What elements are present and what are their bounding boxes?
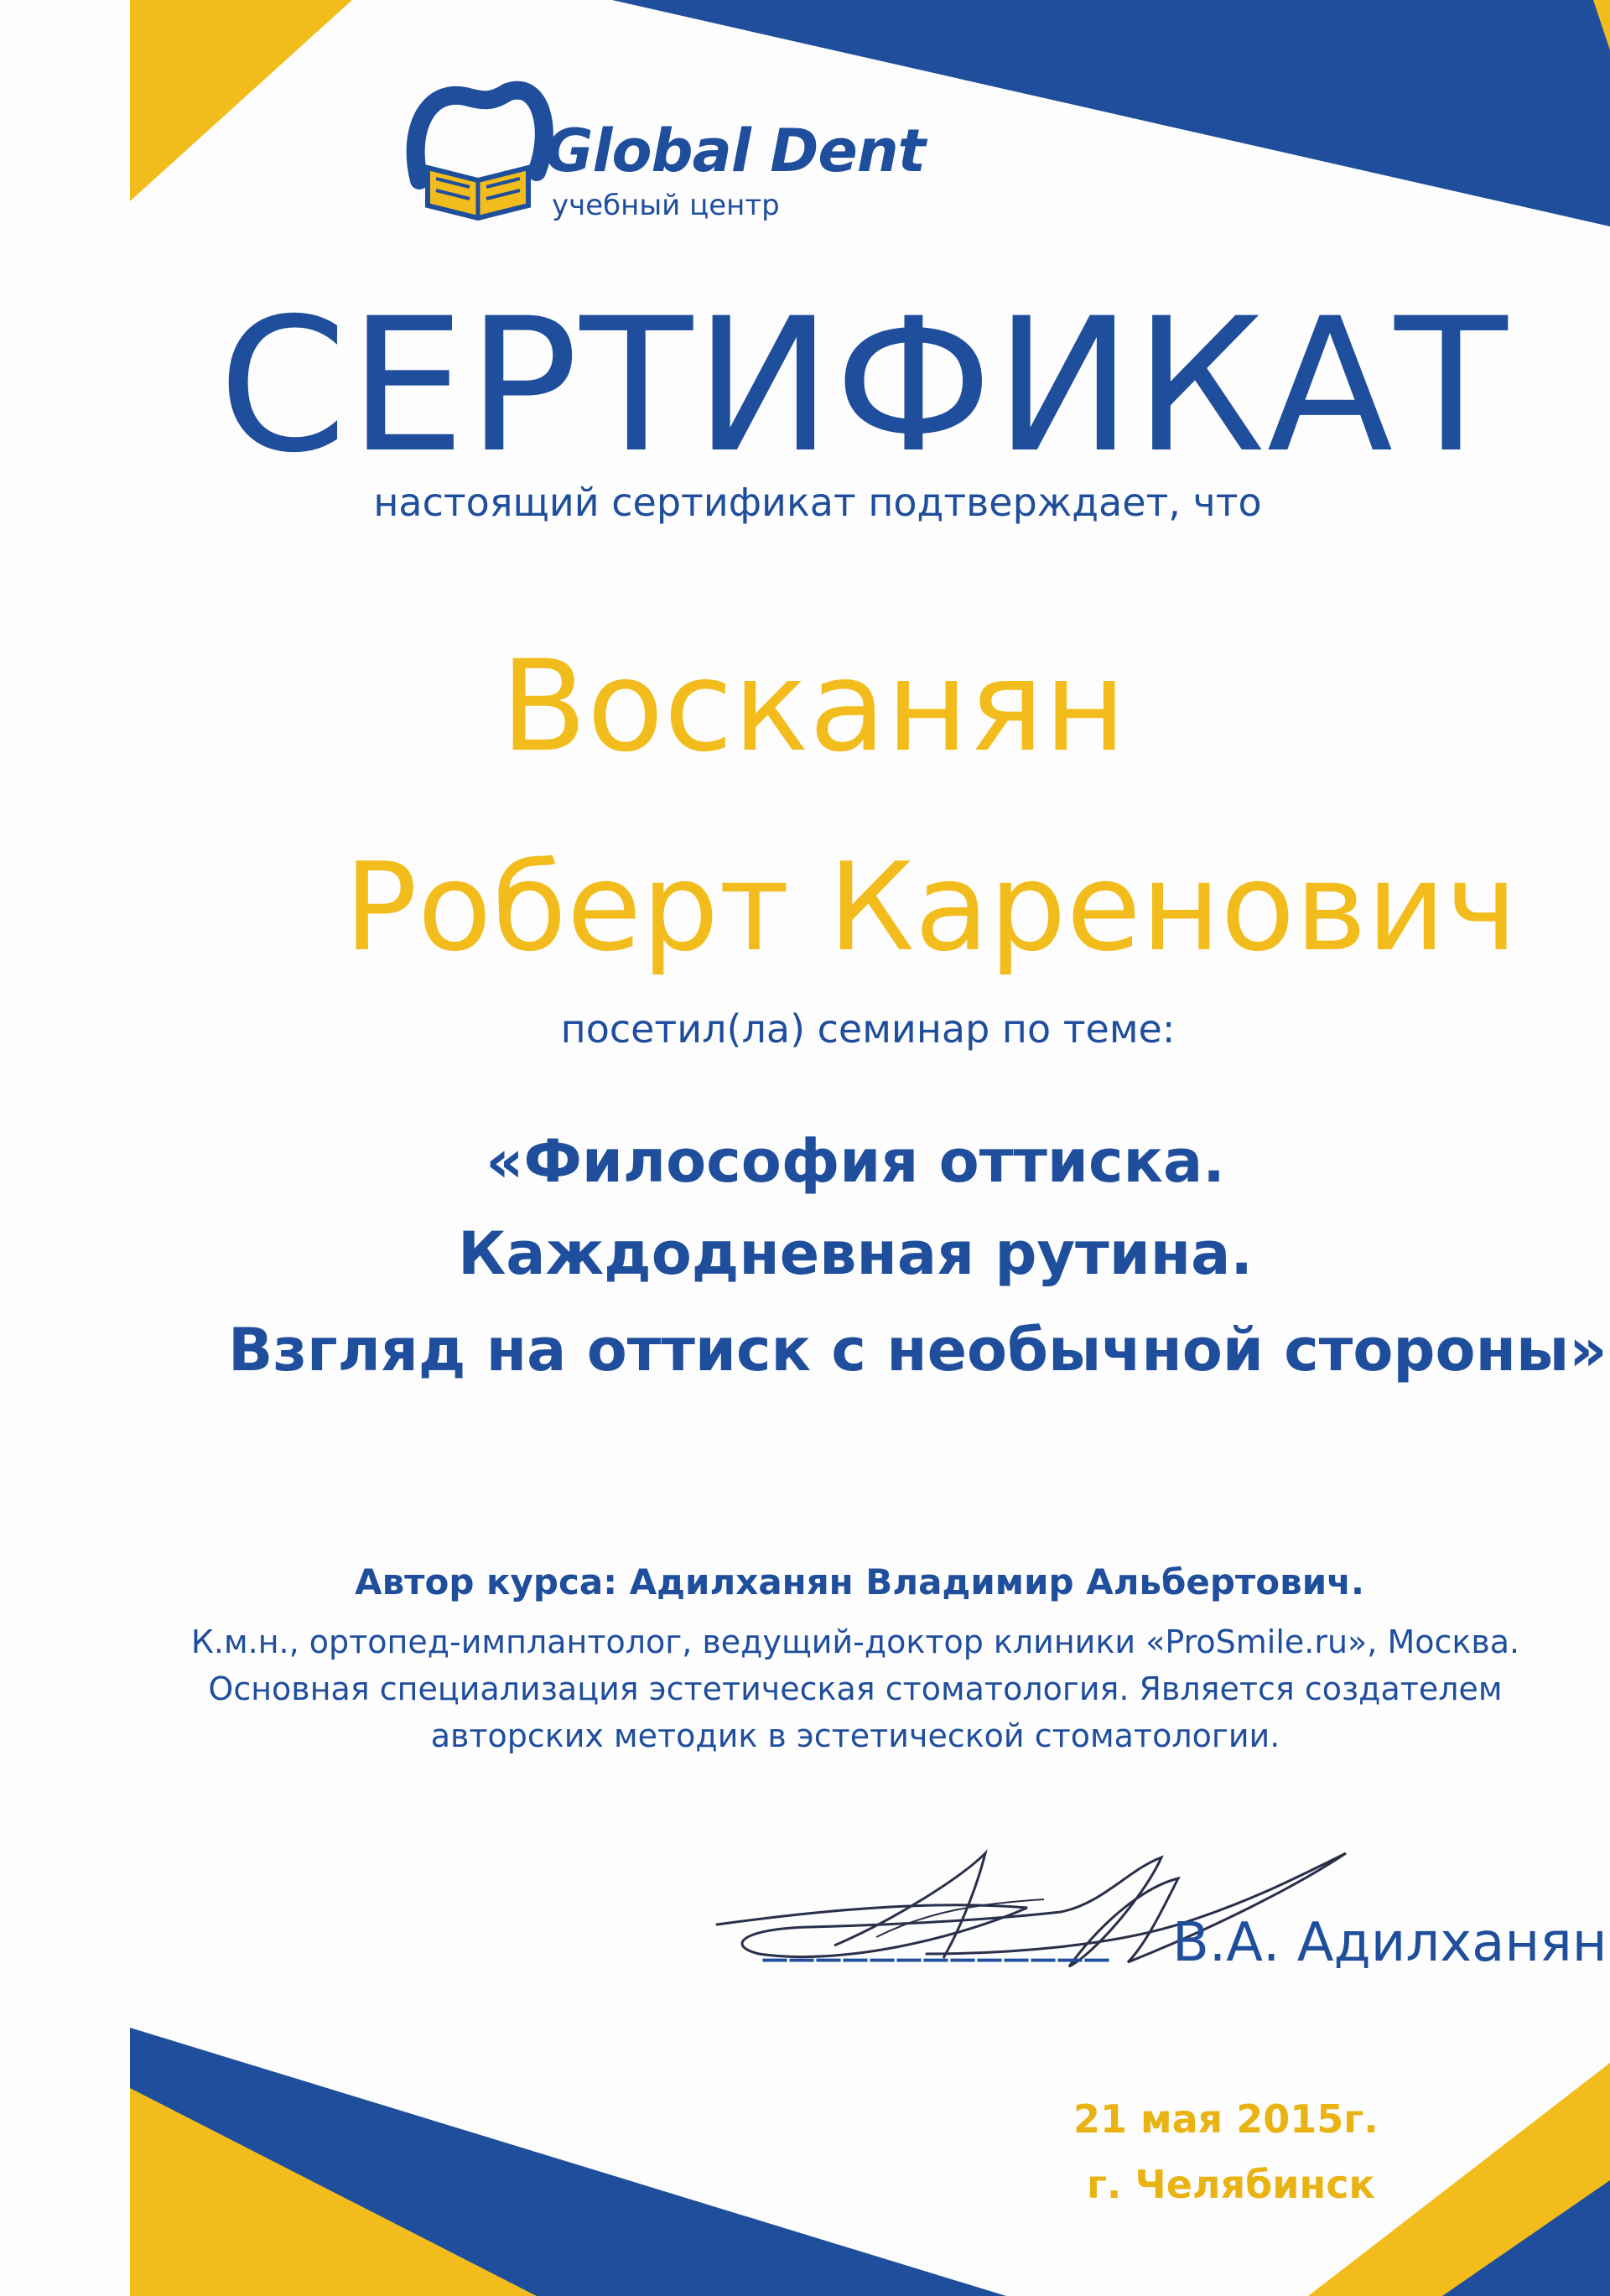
seminar-topic-line-2: Каждодневная рутина. <box>458 1219 1253 1288</box>
recipient-given-names: Роберт Каренович <box>344 837 1518 979</box>
recipient-surname: Восканян <box>500 634 1127 780</box>
logo-subtitle: учебный центр <box>552 189 780 222</box>
certificate-title: СЕРТИФИКАТ <box>218 278 1509 493</box>
signature-line: _____________ <box>763 1908 1112 1962</box>
seminar-topic-line-3: Взгляд на оттиск с необычной стороны» <box>228 1316 1607 1384</box>
top-left-gold-triangle <box>130 0 352 201</box>
confirm-text: настоящий сертификат подтверждает, что <box>373 480 1262 525</box>
logo <box>402 80 926 239</box>
seminar-topic-line-1: «Философия оттиска. <box>486 1127 1225 1196</box>
signer-name: В.А. Адилханян <box>1172 1912 1607 1974</box>
tooth-book-icon <box>402 80 553 239</box>
course-author: Автор курса: Адилханян Владимир Альбертович. <box>355 1561 1364 1603</box>
issue-city: г. Челябинск <box>1087 2162 1375 2207</box>
author-bio-line-1: К.м.н., ортопед-имплантолог, ведущий-доктор клиники «ProSmile.ru», Москва. <box>190 1623 1520 1660</box>
author-bio-line-3: авторских методик в эстетической стоматологии. <box>430 1717 1280 1754</box>
attended-text: посетил(ла) семинар по теме: <box>560 1006 1176 1052</box>
issue-date: 21 мая 2015г. <box>1073 2096 1379 2142</box>
author-bio-line-2: Основная специализация эстетическая стоматология. Является создателем <box>208 1670 1503 1707</box>
logo-name: Global Dent <box>545 117 926 185</box>
